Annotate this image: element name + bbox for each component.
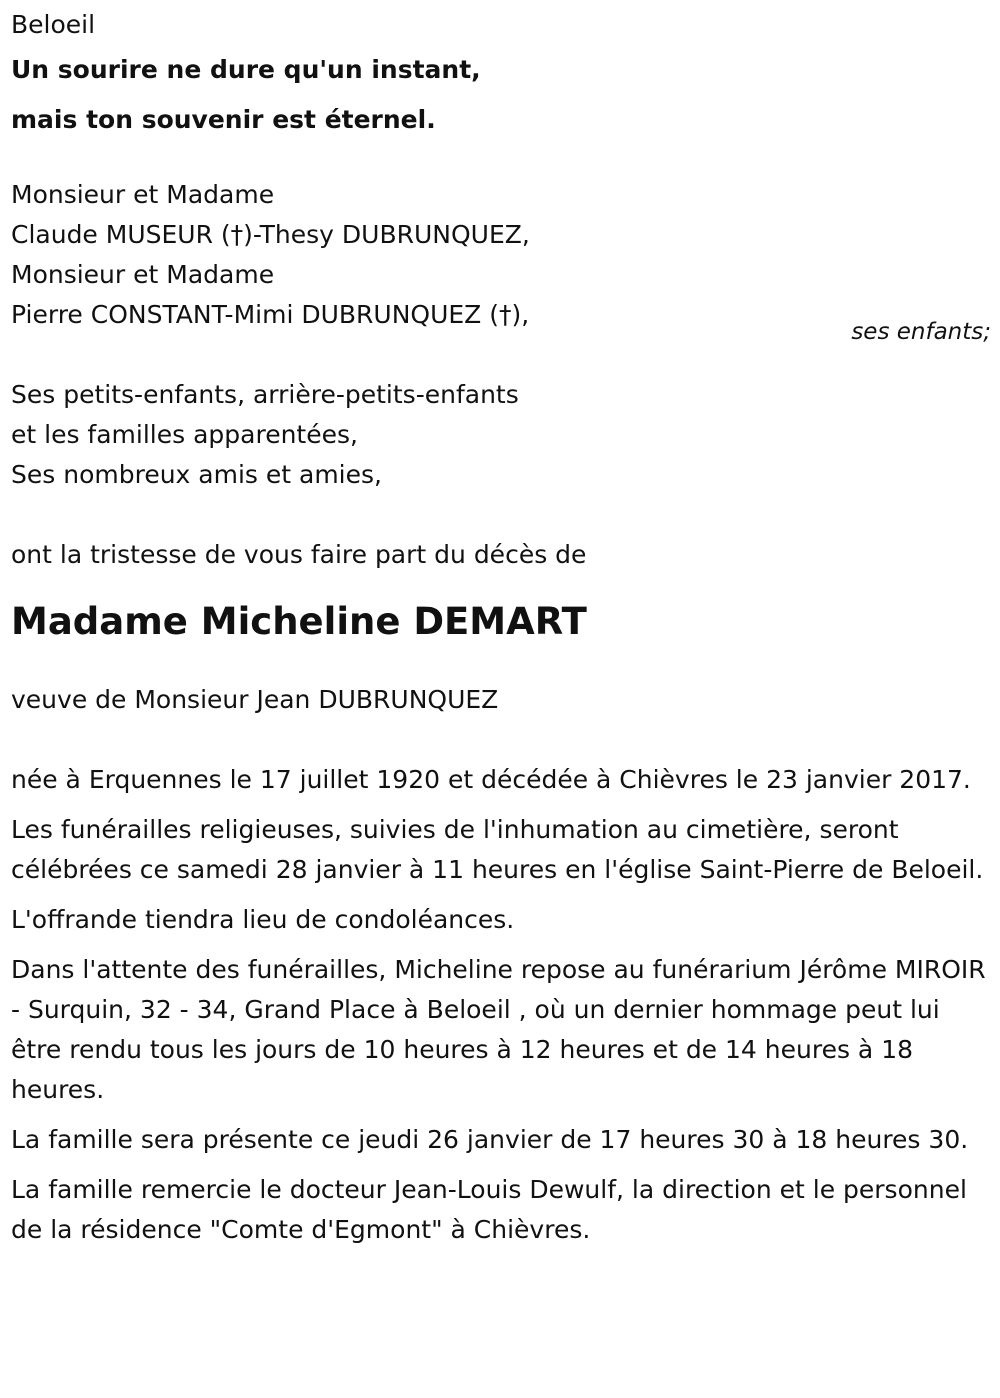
announcement-text: ont la tristesse de vous faire part du décès de xyxy=(11,540,587,569)
funeral-text: Les funérailles religieuses, suivies de l'inhumation au cimetière, seront célébrées ce samedi 28 janvier à 11 heures en l'église Saint-Pierre de Beloeil. xyxy=(11,815,984,884)
relatives-line-2: et les familles apparentées, xyxy=(11,420,358,449)
children-role-label: ses enfants; xyxy=(851,319,991,345)
thanks-text: La famille remercie le docteur Jean-Louis Dewulf, la direction et le personnel de la résidence "Comte d'Egmont" à Chièvres. xyxy=(11,1175,967,1244)
birth-death-text: née à Erquennes le 17 juillet 1920 et décédée à Chièvres le 23 janvier 2017. xyxy=(11,765,971,794)
family-presence-text: La famille sera présente ce jeudi 26 janvier de 17 heures 30 à 18 heures 30. xyxy=(11,1125,969,1154)
family-line-4: Pierre CONSTANT-Mimi DUBRUNQUEZ (†), xyxy=(11,300,530,329)
relatives-line-1: Ses petits-enfants, arrière-petits-enfants xyxy=(11,380,519,409)
quote-line-2: mais ton souvenir est éternel. xyxy=(11,105,436,134)
offering-text: L'offrande tiendra lieu de condoléances. xyxy=(11,905,515,934)
obituary-notice xyxy=(11,5,991,1250)
family-line-2: Claude MUSEUR (†)-Thesy DUBRUNQUEZ, xyxy=(11,220,530,249)
children-block xyxy=(11,175,991,345)
relatives-line-3: Ses nombreux amis et amies, xyxy=(11,460,382,489)
quote-line-1: Un sourire ne dure qu'un instant, xyxy=(11,55,481,84)
widow-of-text: veuve de Monsieur Jean DUBRUNQUEZ xyxy=(11,685,499,714)
family-line-3: Monsieur et Madame xyxy=(11,260,275,289)
family-line-1: Monsieur et Madame xyxy=(11,180,275,209)
city-name: Beloeil xyxy=(11,10,96,39)
visitation-text: Dans l'attente des funérailles, Micheline repose au funérarium Jérôme MIROIR - Surquin, 32 - 34, Grand Place à Beloeil , où un dernier hommage peut lui être rendu tous les jours de 10 heures à 12 heures et de 14 heures à 18 heures. xyxy=(11,955,986,1104)
deceased-name: Madame Micheline DEMART xyxy=(11,600,587,643)
